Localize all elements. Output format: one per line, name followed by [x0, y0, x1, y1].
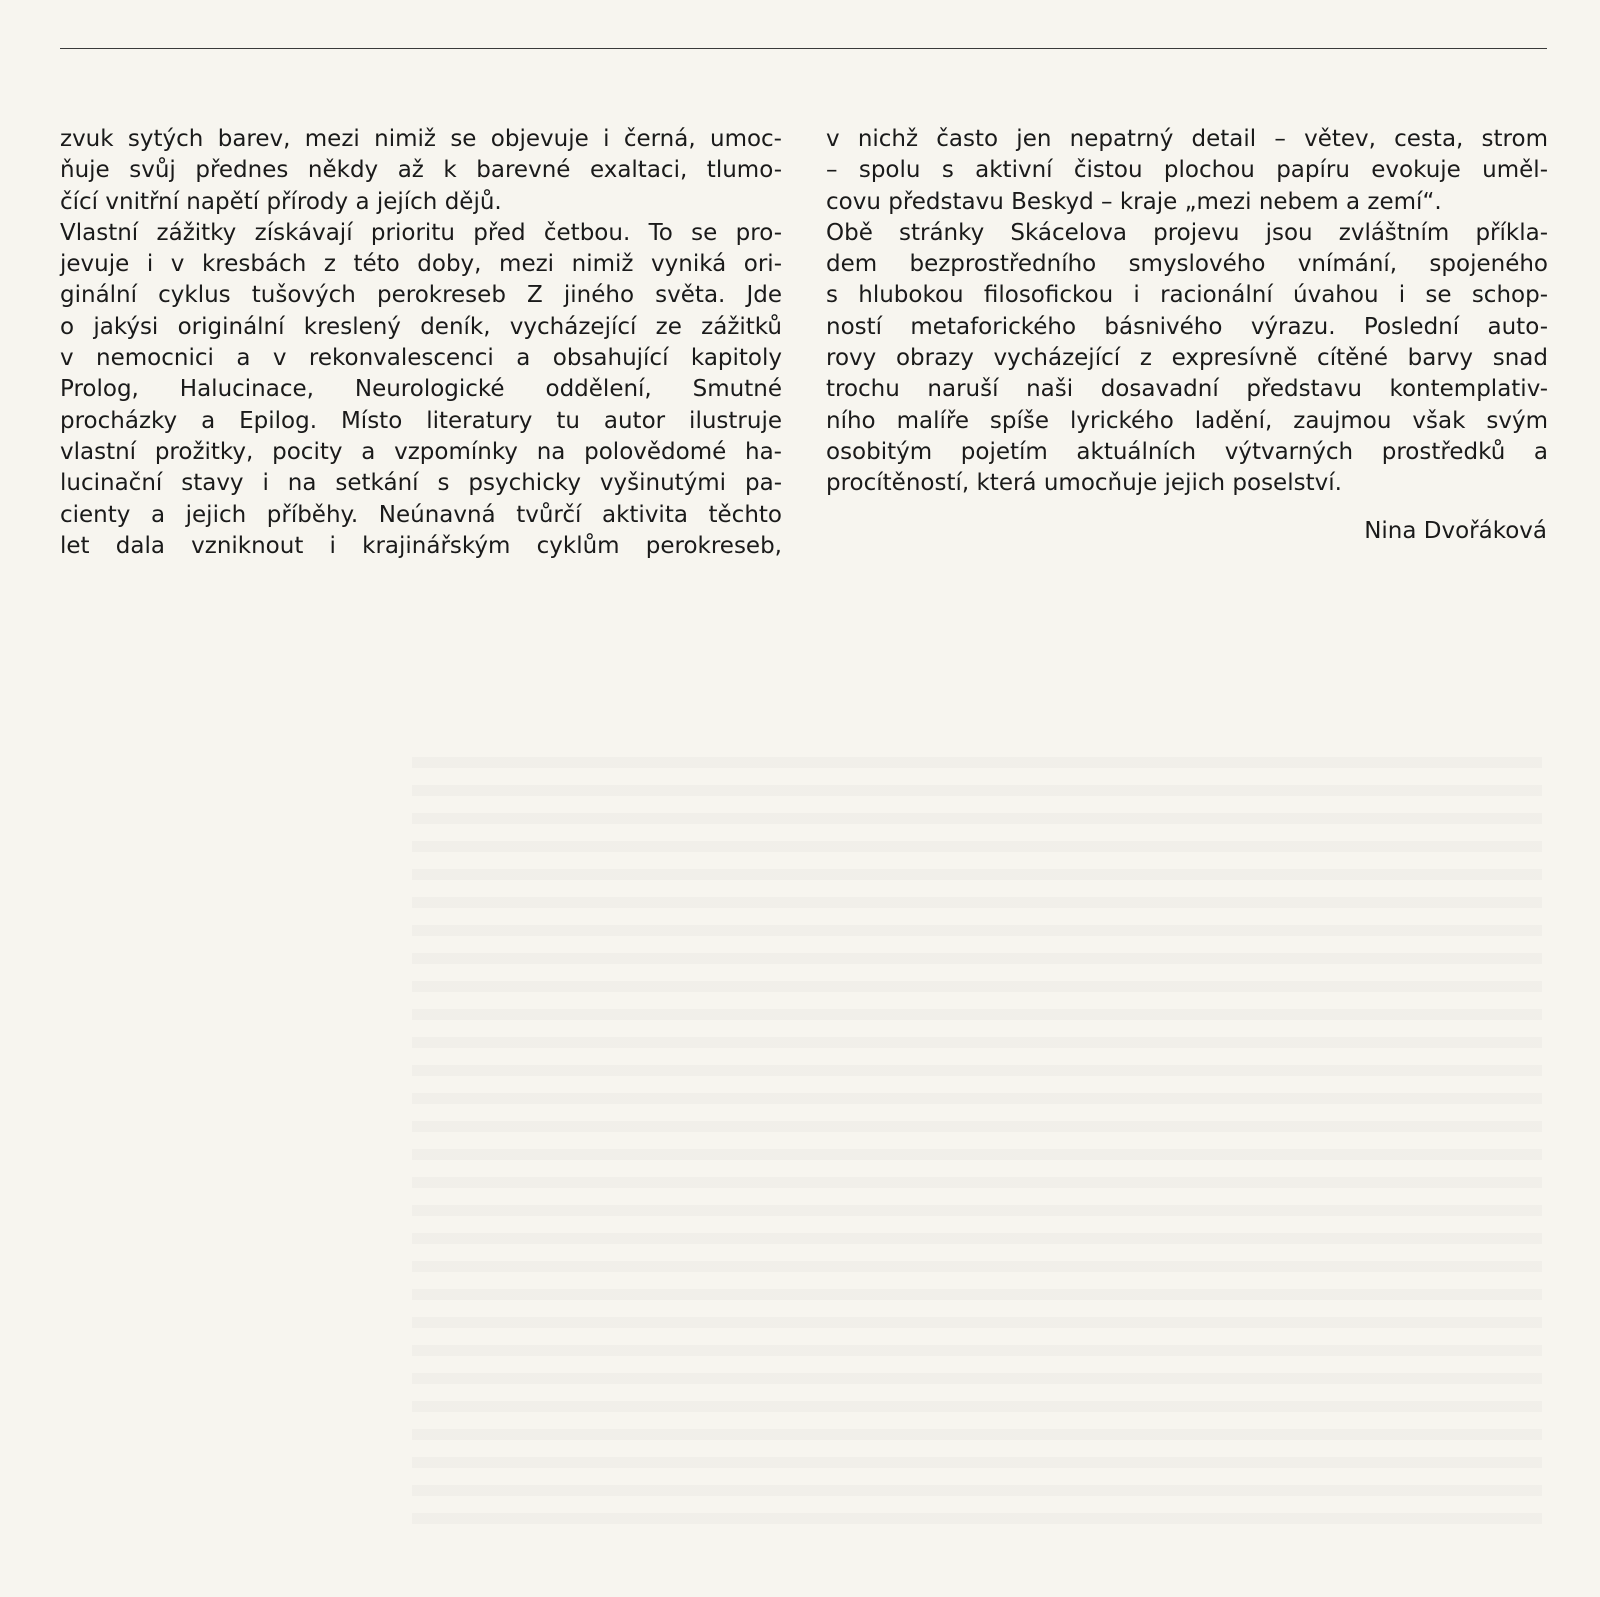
- text-line: ňuje svůj přednes někdy až k barevné exaltaci, tlumo-: [60, 157, 782, 184]
- text-line: – spolu s aktivní čistou plochou papíru evokuje uměl-: [826, 157, 1548, 184]
- right-text-column: [826, 124, 1548, 500]
- left-text-column: [60, 124, 782, 562]
- text-line: procítěností, která umocňuje jejich poselství.: [826, 470, 1342, 497]
- text-line: ního malíře spíše lyrického ladění, zaujmou však svým: [826, 407, 1548, 434]
- text-line: cienty a jejich příběhy. Neúnavná tvůrčí aktivita těchto: [60, 501, 782, 528]
- text-line: v nemocnici a v rekonvalescenci a obsahující kapitoly: [60, 345, 782, 372]
- text-line: trochu naruší naši dosavadní představu kontemplativ-: [826, 376, 1548, 403]
- text-line: Prolog, Halucinace, Neurologické oddělení, Smutné: [60, 376, 782, 403]
- text-line: lucinační stavy i na setkání s psychicky vyšinutými pa-: [60, 470, 782, 497]
- text-line: o jakýsi originální kreslený deník, vycházející ze zážitků: [60, 313, 782, 340]
- text-line: covu představu Beskyd – kraje „mezi nebem a zemí“.: [826, 188, 1442, 215]
- text-line: rovy obrazy vycházející z expresívně cítěné barvy snad: [826, 345, 1548, 372]
- author-signature: Nina Dvořáková: [1364, 518, 1547, 544]
- text-line: ginální cyklus tušových perokreseb Z jiného světa. Jde: [60, 282, 782, 309]
- text-line: jevuje i v kresbách z této doby, mezi nimiž vyniká ori-: [60, 251, 782, 278]
- text-line: dem bezprostředního smyslového vnímání, spojeného: [826, 251, 1548, 278]
- text-line: osobitým pojetím aktuálních výtvarných prostředků a: [826, 438, 1548, 465]
- text-line: Obě stránky Skácelova projevu jsou zvláštním příkla-: [826, 219, 1548, 246]
- text-line: s hlubokou filosofickou i racionální úvahou i se schop-: [826, 282, 1548, 309]
- show-through-texture: [412, 740, 1542, 1530]
- text-line: procházky a Epilog. Místo literatury tu autor ilustruje: [60, 407, 782, 434]
- text-line: Vlastní zážitky získávají prioritu před četbou. To se pro-: [60, 219, 782, 246]
- text-line: čící vnitřní napětí přírody a jejích dějů.: [60, 188, 502, 215]
- text-line: ností metaforického básnivého výrazu. Poslední auto-: [826, 313, 1548, 340]
- text-line: zvuk sytých barev, mezi nimiž se objevuje i černá, umoc-: [60, 126, 782, 152]
- text-line: vlastní prožitky, pocity a vzpomínky na polovědomé ha-: [60, 438, 782, 465]
- text-line: v nichž často jen nepatrný detail – větev, cesta, strom: [826, 126, 1548, 152]
- top-rule: [60, 48, 1547, 49]
- text-line: let dala vzniknout i krajinářským cyklům perokreseb,: [60, 532, 782, 559]
